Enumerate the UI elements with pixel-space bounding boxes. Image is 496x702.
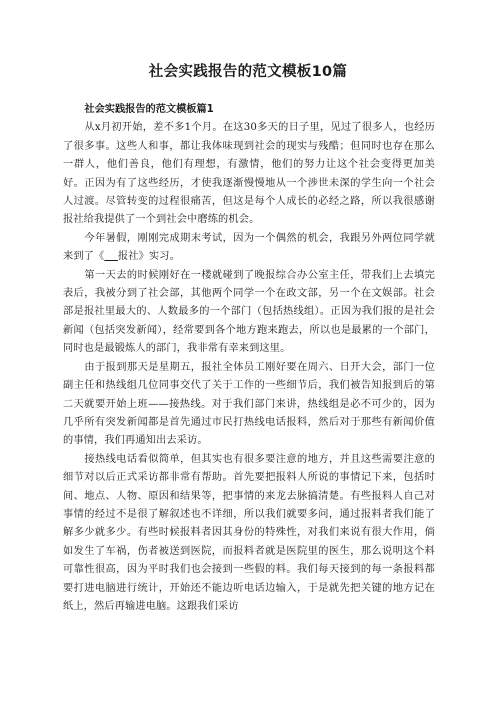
paragraph-4: 由于报到那天是星期五，报社全体员工刚好要在周六、日开大会，部门一位副主任和热线组几位同事交代了关于工作的一些细节后，我们被告知报到后的第二天就要开始上班——接热线。对于我们部门来讲，热线组是必不可少的，因为几乎所有突发新闻都是首先通过市民打热线电话报料，然后对于那些有新闻价值的事情，我们再通知出去采访。: [63, 361, 435, 447]
document-title: 社会实践报告的范文模板10篇: [148, 64, 348, 80]
document-body: [63, 101, 435, 616]
paragraph-2: [63, 230, 435, 267]
section-title: 社会实践报告的范文模板篇1: [84, 104, 214, 115]
paragraph-3: 第一天去的时候刚好在一楼就碰到了晚报综合办公室主任，带我们上去填完表后，我被分到了社会部，其他两个同学一个在政文部，另一个在文娱部。社会部是报社里最大的、人数最多的一个部门（包括热线组）。正因为我们报的是社会新闻（包括突发新闻），经常要到各个地方跑来跑去，所以也是最累的一个部门，同时也是最锻炼人的部门，我非常有幸来到这里。: [63, 269, 435, 355]
paragraph-2-text: 今年暑假，刚刚完成期末考试，因为一个偶然的机会，我跟另外两位同学就来到了《: [63, 232, 435, 263]
paragraph-1: 从x月初开始，差不多1个月。在这30多天的日子里，见过了很多人，也经历了很多事。这些人和事，都让我体味现到社会的现实与残酷；但同时也存在那么一群人，他们善良，他们有理想，有激情，他们的努力让这个社会变得更加美好。正因为有了这些经历，才使我逐渐慢慢地从一个涉世未深的学生向一个社会人过渡。尽管转变的过程很痛苦，但这是每个人成长的必经之路，所以我很感谢报社给我提供了一个到社会中磨练的机会。: [63, 122, 435, 226]
blank-underline: [104, 251, 118, 262]
paragraph-5: 接热线电话看似简单，但其实也有很多要注意的地方，并且这些需要注意的细节对以后正式采访都非常有帮助。首先要把报料人所说的事情记下来，包括时间、地点、人物、原因和结果等，把事情的来龙去脉搞清楚。有些报料人自己对事情的经过不是很了解叙述也不详细，所以我们就要多问，通过报料者我们能了解多少就多少。有些时候报料者因其身份的特殊性，对我们来说有很大作用，倘如发生了车祸，伤者被送到医院，而报料者就是医院里的医生，那么说明这个料可靠性很高，因为平时我们也会接到一些假的料。我们每天接到的每一条报料都要打进电脑进行统计，开始还不能边听电话边输入，于是就先把关键的地方记在纸上，然后再输进电脑。这跟我们采访: [63, 453, 435, 612]
paragraph-2-text-cont: 报社》实习。: [117, 251, 180, 263]
